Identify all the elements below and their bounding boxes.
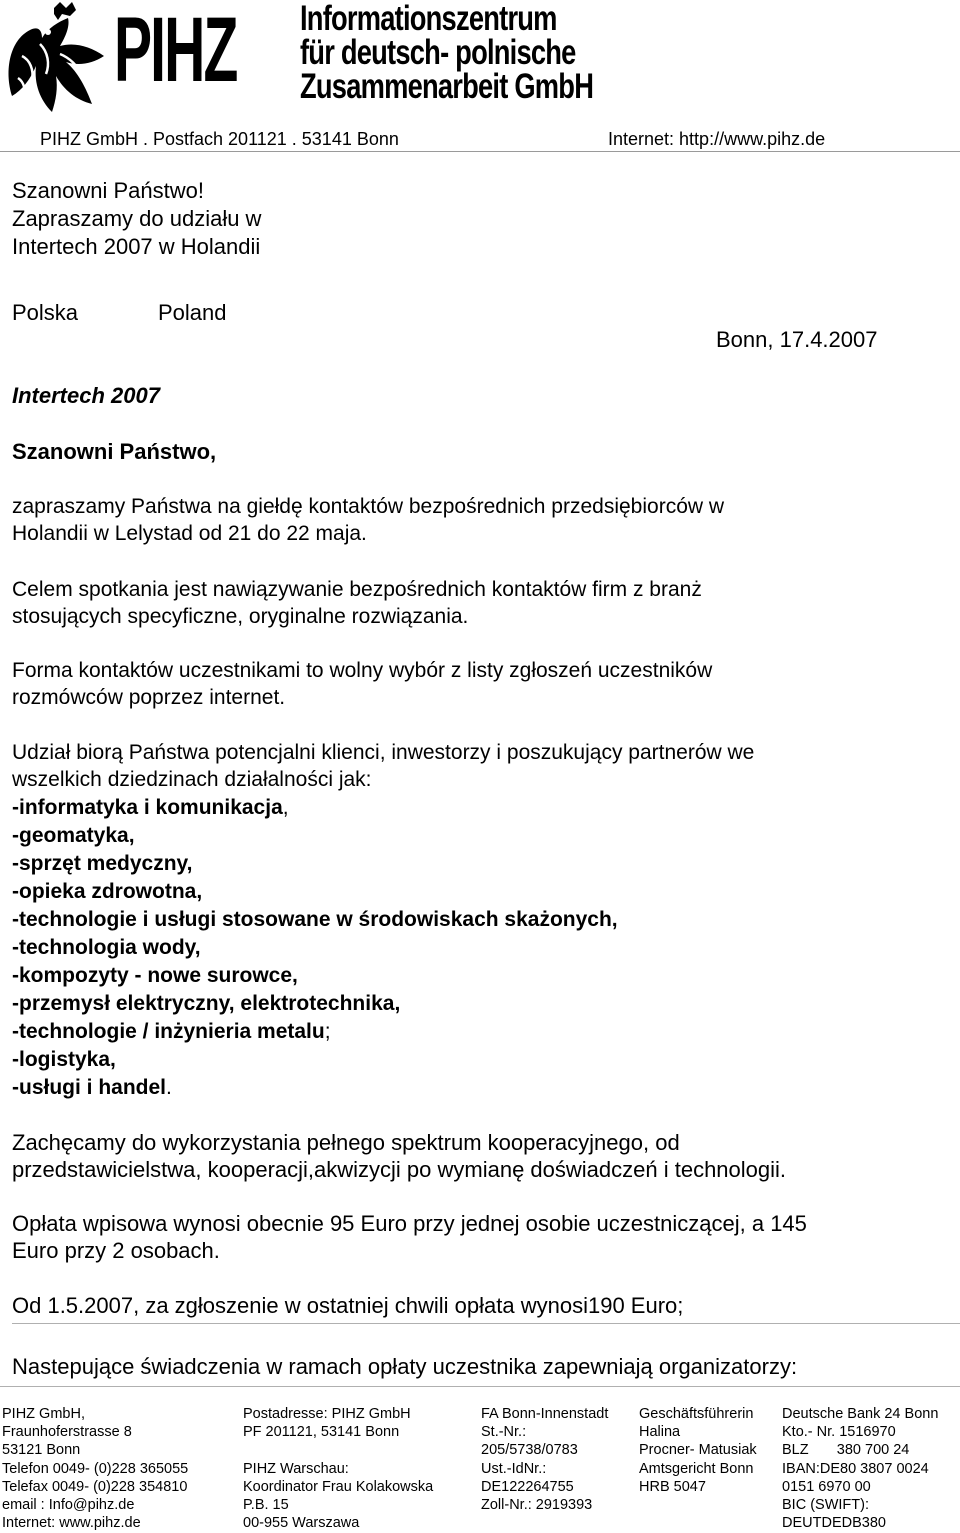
paragraph-8: Nastepujące świadczenia w ramach opłaty uczestnika zapewniają organizatorzy: [12, 1354, 798, 1379]
paragraph-2-line1: Celem spotkania jest nawiązywanie bezpośrednich kontaktów firm z branż [12, 578, 702, 601]
paragraph-3-line1: Forma kontaktów uczestnikami to wolny wybór z listy zgłoszeń uczestników [12, 659, 713, 682]
list-item: -logistyka, [12, 1048, 116, 1071]
recipient-polska: Polska [12, 300, 79, 325]
list-item: -opieka zdrowotna, [12, 880, 203, 903]
paragraph-2-line2: stosujących specyficzne, oryginalne rozwiązania. [12, 605, 469, 628]
paragraph-4-line2: wszelkich dziedzinach działalności jak: [12, 768, 372, 791]
footer-postal-column: Postadresse: PIHZ GmbH PF 201121, 53141 Bonn PIHZ Warschau: Koordinator Frau Kolakowska P.B. 15 00-955 Warszawa [243, 1406, 434, 1532]
logo-text: PIHZ [114, 0, 237, 101]
paragraph-3-line2: rozmówców poprzez internet. [12, 686, 286, 709]
recipient-poland: Poland [158, 300, 227, 325]
footer-bank-column: Deutsche Bank 24 Bonn Kto.- Nr. 1516970 BLZ 380 700 24 IBAN:DE80 3807 0024 0151 6970 00 BIC (SWIFT): DEUTDEDB380 [782, 1406, 939, 1532]
paragraph-6-line1: Opłata wpisowa wynosi obecnie 95 Euro przy jednej osobie uczestniczącej, a 145 [12, 1211, 807, 1236]
paragraph-6-line2: Euro przy 2 osobach. [12, 1238, 220, 1263]
list-item: -technologie / inżynieria metalu; [12, 1020, 331, 1043]
list-item: -technologia wody, [12, 936, 201, 959]
footer-divider [0, 1386, 960, 1387]
paragraph-4-line1: Udział biorą Państwa potencjalni klienci, inwestorzy i poszukujący partnerów we [12, 741, 755, 764]
footer-management-column: Geschäftsführerin Halina Procner- Matusiak Amtsgericht Bonn HRB 5047 [639, 1406, 757, 1495]
paragraph-5-line2: przedstawicielstwa, kooperacji,akwizycji po wymianę doświadczeń i technologii. [12, 1157, 787, 1182]
paragraph-1-line2: Holandii w Lelystad od 21 do 22 maja. [12, 522, 367, 545]
org-name-line2: für deutsch- polnische [300, 33, 576, 72]
intro-line1: Szanowni Państwo! [12, 178, 204, 203]
org-name-line1: Informationszentrum [300, 0, 557, 38]
list-item: -informatyka i komunikacja, [12, 796, 289, 819]
list-item: -przemysł elektryczny, elektrotechnika, [12, 992, 401, 1015]
list-item: -sprzęt medyczny, [12, 852, 193, 875]
letter-date: Bonn, 17.4.2007 [716, 327, 878, 352]
intro-line3: Intertech 2007 w Holandii [12, 234, 261, 259]
sender-address-line: PIHZ GmbH . Postfach 201121 . 53141 Bonn [40, 129, 399, 149]
paragraph-7: Od 1.5.2007, za zgłoszenie w ostatniej chwili opłata wynosi190 Euro; [12, 1293, 684, 1318]
sender-internet-link[interactable]: Internet: http://www.pihz.de [608, 129, 826, 149]
footer-tax-column: FA Bonn-Innenstadt St.-Nr.: 205/5738/0783 Ust.-IdNr.: DE122264755 Zoll-Nr.: 2919393 [481, 1406, 609, 1514]
paragraph-1-line1: zapraszamy Państwa na giełdę kontaktów bezpośrednich przedsiębiorców w [12, 495, 725, 518]
salutation: Szanowni Państwo, [12, 439, 217, 464]
list-item: -usługi i handel. [12, 1076, 172, 1099]
list-item: -technologie i usługi stosowane w środowiskach skażonych, [12, 908, 618, 931]
eagle-emblem-icon [0, 0, 108, 118]
intro-line2: Zapraszamy do udziału w [12, 206, 262, 231]
paragraph-5-line1: Zachęcamy do wykorzystania pełnego spektrum kooperacyjnego, od [12, 1130, 680, 1155]
letter-subject: Intertech 2007 [12, 383, 160, 408]
org-name-line3: Zusammenarbeit GmbH [300, 67, 594, 106]
list-item: -kompozyty - nowe surowce, [12, 964, 298, 987]
section-divider [12, 1323, 960, 1324]
footer-company-column: PIHZ GmbH, Fraunhoferstrasse 8 53121 Bonn Telefon 0049- (0)228 365055 Telefax 0049- (0)228 354810 email : Info@pihz.de Internet: www.pihz.de [2, 1406, 189, 1532]
list-item: -geomatyka, [12, 824, 135, 847]
sector-list [12, 794, 618, 1102]
header-divider [0, 151, 960, 152]
